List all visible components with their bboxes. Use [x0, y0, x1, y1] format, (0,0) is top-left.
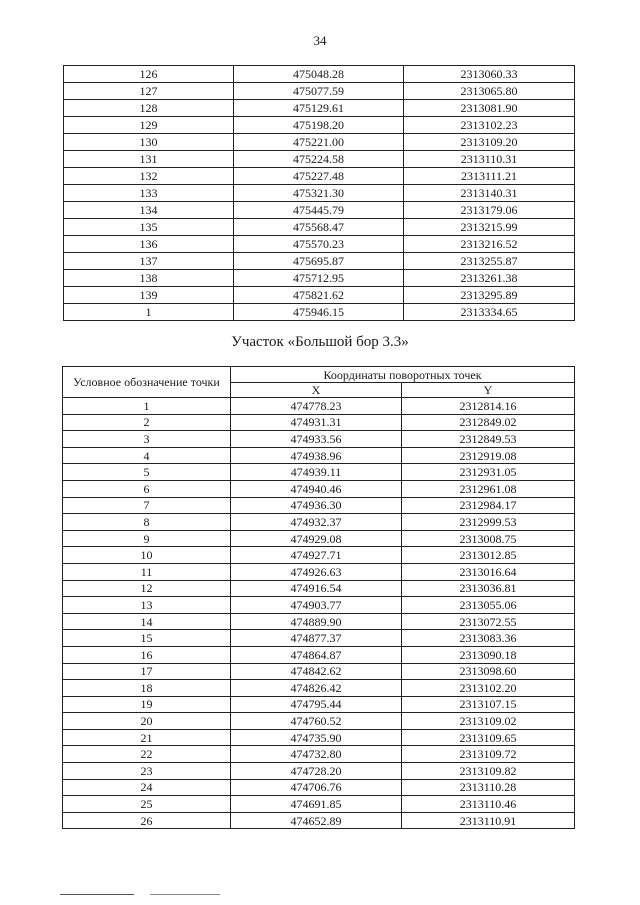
table-row — [64, 287, 575, 304]
x-coordinate-cell: 475221.00 — [234, 134, 404, 151]
y-coordinate-cell: 2313098.60 — [402, 663, 575, 680]
x-coordinate-cell: 474916.54 — [231, 580, 402, 597]
x-coordinate-cell: 474936.30 — [231, 497, 402, 514]
y-coordinate-cell: 2313255.87 — [404, 253, 575, 270]
x-coordinate-cell: 474778.23 — [231, 398, 402, 415]
point-number-cell: 133 — [64, 185, 234, 202]
point-number-cell: 7 — [63, 497, 231, 514]
x-coordinate-cell: 475568.47 — [234, 219, 404, 236]
table-row — [63, 812, 575, 829]
y-coordinate-cell: 2313261.38 — [404, 270, 575, 287]
y-coordinate-cell: 2313110.28 — [402, 779, 575, 796]
y-coordinate-cell: 2312961.08 — [402, 480, 575, 497]
y-coordinate-cell: 2312814.16 — [402, 398, 575, 415]
table-row — [63, 398, 575, 415]
table-row — [63, 530, 575, 547]
point-number-cell: 21 — [63, 729, 231, 746]
point-number-cell: 19 — [63, 696, 231, 713]
point-number-cell: 4 — [63, 447, 231, 464]
y-coordinate-cell: 2313083.36 — [402, 630, 575, 647]
table-row — [63, 746, 575, 763]
y-coordinate-cell: 2313110.46 — [402, 796, 575, 813]
y-coordinate-cell: 2313109.20 — [404, 134, 575, 151]
point-number-cell: 17 — [63, 663, 231, 680]
coordinates-table-body — [63, 398, 575, 829]
y-coordinate-cell: 2312999.53 — [402, 514, 575, 531]
point-number-cell: 1 — [64, 304, 234, 321]
point-number-cell: 139 — [64, 287, 234, 304]
y-coordinate-cell: 2313110.31 — [404, 151, 575, 168]
point-number-cell: 129 — [64, 117, 234, 134]
y-coordinate-cell: 2313111.21 — [404, 168, 575, 185]
point-number-cell: 26 — [63, 812, 231, 829]
x-coordinate-cell: 474929.08 — [231, 530, 402, 547]
table-row — [63, 613, 575, 630]
x-coordinate-cell: 475821.62 — [234, 287, 404, 304]
table-row — [63, 580, 575, 597]
point-number-cell: 2 — [63, 414, 231, 431]
section-title: Участок «Большой бор 3.3» — [231, 334, 409, 350]
x-coordinate-cell: 474939.11 — [231, 464, 402, 481]
x-coordinate-cell: 475077.59 — [234, 83, 404, 100]
table-row — [64, 219, 575, 236]
x-coordinate-cell: 474842.62 — [231, 663, 402, 680]
x-coordinate-cell: 474795.44 — [231, 696, 402, 713]
y-coordinate-cell: 2313109.72 — [402, 746, 575, 763]
x-coordinate-cell: 475712.95 — [234, 270, 404, 287]
table-header — [63, 367, 575, 398]
y-coordinate-cell: 2313102.20 — [402, 680, 575, 697]
x-coordinate-cell: 474889.90 — [231, 613, 402, 630]
y-coordinate-cell: 2312984.17 — [402, 497, 575, 514]
page-number: 34 — [313, 33, 327, 48]
header-point-designation: Условное обозначение точки — [63, 367, 231, 398]
point-number-cell: 127 — [64, 83, 234, 100]
y-coordinate-cell: 2313072.55 — [402, 613, 575, 630]
x-coordinate-cell: 474926.63 — [231, 563, 402, 580]
y-coordinate-cell: 2313060.33 — [404, 66, 575, 83]
point-number-cell: 24 — [63, 779, 231, 796]
point-number-cell: 3 — [63, 431, 231, 448]
y-coordinate-cell: 2313012.85 — [402, 547, 575, 564]
table-row — [64, 117, 575, 134]
table-row — [64, 83, 575, 100]
y-coordinate-cell: 2312849.53 — [402, 431, 575, 448]
point-number-cell: 132 — [64, 168, 234, 185]
x-coordinate-cell: 474732.80 — [231, 746, 402, 763]
point-number-cell: 25 — [63, 796, 231, 813]
x-coordinate-cell: 475224.58 — [234, 151, 404, 168]
x-coordinate-cell: 474728.20 — [231, 763, 402, 780]
table-row — [63, 680, 575, 697]
table-row — [63, 729, 575, 746]
x-coordinate-cell: 475227.48 — [234, 168, 404, 185]
point-number-cell: 135 — [64, 219, 234, 236]
y-coordinate-cell: 2313081.90 — [404, 100, 575, 117]
table-row — [64, 134, 575, 151]
y-coordinate-cell: 2313107.15 — [402, 696, 575, 713]
x-coordinate-cell: 474652.89 — [231, 812, 402, 829]
header-x: X — [231, 383, 402, 398]
point-number-cell: 16 — [63, 646, 231, 663]
table-row — [63, 563, 575, 580]
y-coordinate-cell: 2313036.81 — [402, 580, 575, 597]
table-row — [64, 270, 575, 287]
point-number-cell: 20 — [63, 713, 231, 730]
point-number-cell: 126 — [64, 66, 234, 83]
x-coordinate-cell: 474933.56 — [231, 431, 402, 448]
header-coordinates: Координаты поворотных точек — [231, 367, 575, 383]
x-coordinate-cell: 474940.46 — [231, 480, 402, 497]
x-coordinate-cell: 474735.90 — [231, 729, 402, 746]
point-number-cell: 11 — [63, 563, 231, 580]
point-number-cell: 10 — [63, 547, 231, 564]
x-coordinate-cell: 475198.20 — [234, 117, 404, 134]
table-row — [64, 253, 575, 270]
y-coordinate-cell: 2313179.06 — [404, 202, 575, 219]
table-row — [63, 597, 575, 614]
x-coordinate-cell: 474938.96 — [231, 447, 402, 464]
y-coordinate-cell: 2313140.31 — [404, 185, 575, 202]
point-number-cell: 22 — [63, 746, 231, 763]
point-number-cell: 128 — [64, 100, 234, 117]
x-coordinate-cell: 474903.77 — [231, 597, 402, 614]
x-coordinate-cell: 474864.87 — [231, 646, 402, 663]
y-coordinate-cell: 2313102.23 — [404, 117, 575, 134]
point-number-cell: 136 — [64, 236, 234, 253]
y-coordinate-cell: 2313055.06 — [402, 597, 575, 614]
table-row — [64, 100, 575, 117]
x-coordinate-cell: 474826.42 — [231, 680, 402, 697]
table-row — [63, 414, 575, 431]
point-number-cell: 9 — [63, 530, 231, 547]
table-row — [63, 547, 575, 564]
table-row — [63, 663, 575, 680]
table-row — [64, 66, 575, 83]
table-row — [63, 646, 575, 663]
table-row — [64, 185, 575, 202]
table-row — [63, 497, 575, 514]
point-number-cell: 1 — [63, 398, 231, 415]
point-number-cell: 12 — [63, 580, 231, 597]
x-coordinate-cell: 474932.37 — [231, 514, 402, 531]
y-coordinate-cell: 2313016.64 — [402, 563, 575, 580]
point-number-cell: 15 — [63, 630, 231, 647]
x-coordinate-cell: 475048.28 — [234, 66, 404, 83]
point-number-cell: 137 — [64, 253, 234, 270]
scan-edge-mark — [60, 894, 134, 895]
y-coordinate-cell: 2313109.65 — [402, 729, 575, 746]
y-coordinate-cell: 2313216.52 — [404, 236, 575, 253]
y-coordinate-cell: 2313090.18 — [402, 646, 575, 663]
table-row — [63, 713, 575, 730]
point-number-cell: 14 — [63, 613, 231, 630]
point-number-cell: 134 — [64, 202, 234, 219]
x-coordinate-cell: 475445.79 — [234, 202, 404, 219]
table-row — [64, 304, 575, 321]
table-row — [63, 431, 575, 448]
y-coordinate-cell: 2312849.02 — [402, 414, 575, 431]
point-number-cell: 6 — [63, 480, 231, 497]
table-row — [63, 630, 575, 647]
x-coordinate-cell: 475570.23 — [234, 236, 404, 253]
y-coordinate-cell: 2313109.02 — [402, 713, 575, 730]
x-coordinate-cell: 475695.87 — [234, 253, 404, 270]
point-number-cell: 18 — [63, 680, 231, 697]
coordinates-table-body — [64, 66, 575, 321]
x-coordinate-cell: 474691.85 — [231, 796, 402, 813]
table-row — [63, 447, 575, 464]
table-row — [63, 796, 575, 813]
table-row — [64, 151, 575, 168]
point-number-cell: 23 — [63, 763, 231, 780]
scan-edge-mark — [150, 894, 220, 895]
x-coordinate-cell: 475946.15 — [234, 304, 404, 321]
coordinates-table-bolshoy-bor — [62, 366, 575, 829]
y-coordinate-cell: 2313065.80 — [404, 83, 575, 100]
y-coordinate-cell: 2313109.82 — [402, 763, 575, 780]
point-number-cell: 13 — [63, 597, 231, 614]
y-coordinate-cell: 2313295.89 — [404, 287, 575, 304]
y-coordinate-cell: 2313008.75 — [402, 530, 575, 547]
table-row — [63, 696, 575, 713]
table-row — [64, 168, 575, 185]
point-number-cell: 138 — [64, 270, 234, 287]
y-coordinate-cell: 2312919.08 — [402, 447, 575, 464]
x-coordinate-cell: 474877.37 — [231, 630, 402, 647]
x-coordinate-cell: 475129.61 — [234, 100, 404, 117]
table-row — [64, 236, 575, 253]
table-row — [64, 202, 575, 219]
y-coordinate-cell: 2313215.99 — [404, 219, 575, 236]
x-coordinate-cell: 474931.31 — [231, 414, 402, 431]
x-coordinate-cell: 474927.71 — [231, 547, 402, 564]
point-number-cell: 130 — [64, 134, 234, 151]
y-coordinate-cell: 2313334.65 — [404, 304, 575, 321]
y-coordinate-cell: 2313110.91 — [402, 812, 575, 829]
x-coordinate-cell: 474706.76 — [231, 779, 402, 796]
table-row — [63, 464, 575, 481]
x-coordinate-cell: 474760.52 — [231, 713, 402, 730]
point-number-cell: 131 — [64, 151, 234, 168]
table-row — [63, 514, 575, 531]
point-number-cell: 5 — [63, 464, 231, 481]
point-number-cell: 8 — [63, 514, 231, 531]
table-row — [63, 779, 575, 796]
header-y: Y — [402, 383, 575, 398]
y-coordinate-cell: 2312931.05 — [402, 464, 575, 481]
table-row — [63, 763, 575, 780]
table-row — [63, 480, 575, 497]
coordinates-table-continued — [63, 65, 575, 321]
x-coordinate-cell: 475321.30 — [234, 185, 404, 202]
